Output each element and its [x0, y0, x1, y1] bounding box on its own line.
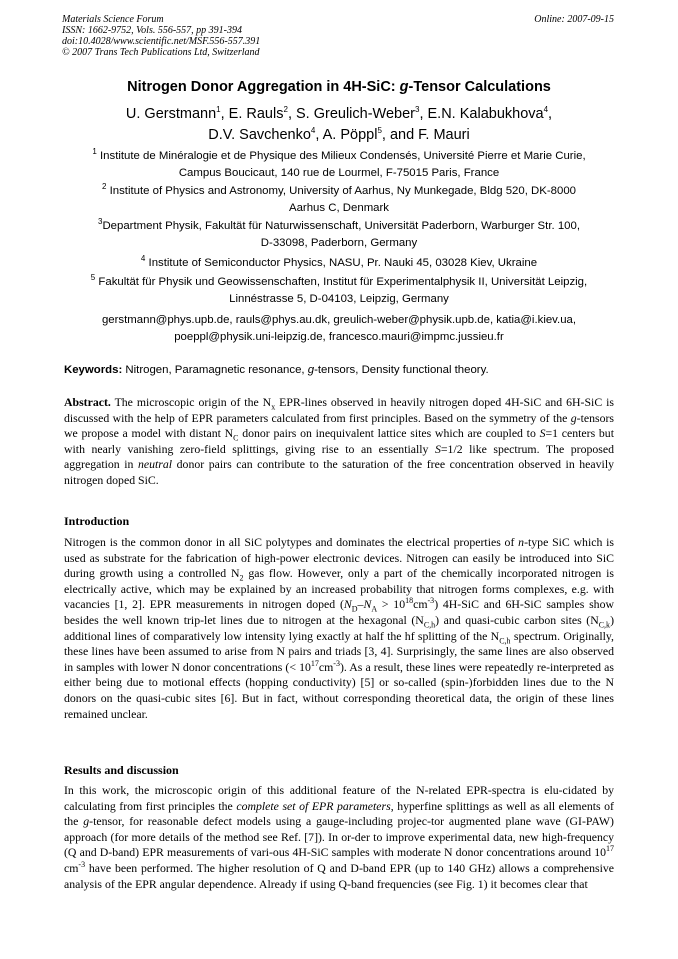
author-name: A. Pöppl [322, 127, 378, 143]
affiliation-2: $^2$ Institute of Physics and Astronomy, University of Aarhus, Ny Munkegade, Bldg 520, DK-8000 Aarhus C, Denmark [101, 182, 577, 214]
journal-header [62, 14, 260, 58]
journal-name: Materials Science Forum [62, 14, 164, 25]
keywords: Keywords: Nitrogen, Paramagnetic resonance, g-tensors, Density functional theory. [64, 364, 489, 376]
online-date: Online: 2007-09-15 [534, 14, 614, 25]
author-name: E.N. Kalabukhova [427, 106, 544, 122]
affiliation-5: $^5$ Fakultät für Physik und Geowissenschaften, Institut für Experimentalphysik II, Universität Leipzig, Linnéstrasse 5, D-04103, Leipzig, Germany [90, 273, 588, 305]
abstract: Abstract. The microscopic origin of the $N_x$ EPR-lines observed in heavily nitrogen doped 4H-SiC and 6H-SiC is discussed with the help of EPR parameters calculated from first principles. Based on the symmetry of the g-tensors we propose a model with distant $N_C$ donor pairs on inequivalent lattice sites which are coupled to S=1 centers but with nearly vanishing zero-field splittings, giving rise to an essentially S=1/2 like spectrum. The proposed aggregation in neutral donor pairs can contribute to the saturation of the free concentration observed in heavily nitrogen doped SiC. [64, 395, 615, 487]
author-name: S. Greulich-Weber [296, 106, 415, 122]
results-paragraph: In this work, the microscopic origin of this additional feature of the N-related EPR-spectra is elu-cidated by calculating from first principles the complete set of EPR parameters, hyperfine splittings as well as all elements of the g-tensor, for reasonable defect models using a gauge-including projec-tor augmented plane wave (GI-PAW) approach (for more details of the method see Ref. [7]). In or-der to improve experimental data, new high-frequency (Q and D-band) EPR measurements of vari-ous 4H-SiC samples with moderate N donor concentrations around $10^{17}$ $cm^{-3}$ have been performed. The higher resolution of Q and D-band EPR (up to 140 GHz) allows a comprehensive analysis of the EPR angular dependence. Already if using Q-band frequencies (see Fig. 1) it becomes clear that [64, 783, 614, 891]
author-affiliation-mark: 5 [377, 126, 382, 136]
abstract-label: Abstract. [64, 395, 111, 409]
author-name: D.V. Savchenko [208, 127, 311, 143]
journal-doi: doi:10.4028/www.scientific.net/MSF.556-557.391 [62, 36, 261, 47]
author-line-1: U. Gerstmann$^1$, E. Rauls$^2$, S. Greulich-Weber$^3$, E.N. Kalabukhova$^4$, [125, 105, 553, 122]
journal-issn: ISSN: 1662-9752, Vols. 556-557, pp 391-394 [62, 25, 242, 36]
keywords-label: Keywords: [64, 364, 123, 376]
author-affiliation-mark: 4 [543, 105, 549, 115]
section-heading-results: Results and discussion [64, 763, 179, 777]
introduction-paragraph: Nitrogen is the common donor in all SiC polytypes and dominates the electrical properties of n-type SiC which is used as substrate for the fabrication of high-power electronic devices. Nitrogen can easily be introduced into SiC during growth using a controlled $N_2$ gas flow. However, only a part of the chemically incorporated nitrogen is electrically active, which may be explained by an increased probability that nitrogen forms complexes, e.g. with vacancies [1, 2]. EPR measurements in nitrogen doped $(N_D-N_A > 10^{18}cm^{-3})$ 4H-SiC and 6H-SiC samples show besides the well known trip-let lines due to nitrogen at the hexagonal $(N_{C,h})$ and quasi-cubic carbon sites $(N_{C,k})$ additional lines of comparatively low intensity lying exactly at half the hf splitting of the $N_{C,h}$ spectrum. Originally, these lines have been assumed to arise from N pairs and triads [3, 4]. Surprisingly, the same lines are also observed in samples with lower N donor concentrations (< $10^{17}cm^{-3}$). As a result, these lines were repeatedly re-interpreted as either being due to motional effects (hopping conductivity) [5] or so-called (spin-)forbidden lines due to the N donors on the quasi-cubic sites [6]. But in fact, without corresponding theoretical data, the origin of these lines remained unclear. [64, 535, 614, 721]
author-affiliation-mark: 1 [216, 105, 221, 115]
author-emails [60, 312, 618, 346]
journal-copyright: © 2007 Trans Tech Publications Ltd, Switzerland [62, 47, 260, 58]
affiliation-1: $^1$ Institute de Minéralogie et de Physique des Milieux Condensés, Université Pierre et Marie Curie, Campus Boucicaut, 140 rue de Lourmel, F-75015 Paris, France [92, 147, 586, 179]
author-name: U. Gerstmann [125, 106, 217, 122]
author-name: E. Rauls [228, 106, 284, 122]
email-line: gerstmann@phys.upb.de, rauls@phys.au.dk, greulich-weber@physik.upb.de, katia@i.kiev.ua, [101, 314, 577, 326]
section-heading-introduction: Introduction [64, 514, 130, 528]
author-line-2: D.V. Savchenko$^4$, A. Pöppl$^5$, and F. Mauri [208, 126, 470, 143]
author-affiliation-mark: 4 [310, 126, 316, 136]
paper-title: Nitrogen Donor Aggregation in 4H-SiC: g-Tensor Calculations [127, 79, 551, 95]
author-affiliation-mark: 2 [283, 105, 288, 115]
affiliation-3: $^3$Department Physik, Fakultät für Naturwissenschaft, Universität Paderborn, Warburger Str. 100, D-33098, Paderborn, Germany [97, 217, 580, 249]
email-line: poeppl@physik.uni-leipzig.de, francesco.mauri@impmc.jussieu.fr [174, 331, 504, 343]
author-list [0, 104, 678, 146]
author-name: F. Mauri [418, 127, 470, 143]
author-affiliation-mark: 3 [415, 105, 420, 115]
affiliation-4: $^4$ Institute of Semiconductor Physics, NASU, Pr. Nauki 45, 03028 Kiev, Ukraine [140, 254, 538, 269]
